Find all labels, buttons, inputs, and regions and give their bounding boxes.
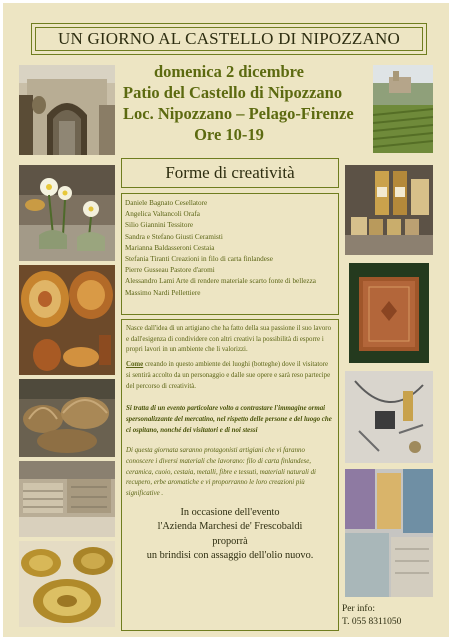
event-purpose-paragraph: Si tratta di un evento particolare volto a contrastare l'immagine ormai spersonalizzante del mercatino, nel rispetto delle persone e del luogo che ci ospitano, nonché dei visitatori e di noi stessi — [126, 405, 332, 434]
event-location: Loc. Nipozzano – Pelago-Firenze — [123, 104, 354, 123]
artisan-item: Daniele Bagnato Cesellatore — [125, 199, 208, 207]
flyer-page — [3, 3, 449, 637]
how-lead: Come — [126, 361, 144, 369]
section-title-box — [121, 158, 339, 188]
intro-paragraph: Nasce dall'idea di un artigiano che ha fatto della sua passione il suo lavoro e dall'esigenza di condividere con altri creativi la possibilità di esporre i propri lavori in un ambiente che li valorizzi. — [126, 325, 332, 354]
ceramics-photo — [19, 265, 115, 375]
event-venue: Patio del Castello di Nipozzano — [123, 83, 343, 102]
info-phone: T. 055 8311050 — [342, 617, 402, 627]
jewelry-photo — [345, 371, 433, 463]
leather-box-photo — [349, 263, 429, 363]
section-title: Forme di creatività — [165, 163, 295, 182]
closing-line: l'Azienda Marchesi de' Frescobaldi — [157, 521, 303, 533]
artisan-item: Stefania Tiranti Creazioni in filo di carta finlandese — [125, 255, 273, 264]
how-paragraph — [126, 360, 334, 392]
artisan-item: Pierre Gusseau Pastore d'aromi — [125, 266, 215, 275]
baskets-photo — [19, 379, 115, 457]
materials-paragraph: Di questa giornata saranno protagonisti artigiani che vi faranno conoscere i diversi materiali che lavorano: filo di carta finlandese, ceramica, cuoio, cestaia, metalli, fibre e tessuti, materiali naturali di recupero, erbe aromatiche e vi proporranno le loro creazioni più significative . — [126, 447, 316, 498]
description-box — [121, 319, 339, 631]
how-text: creando in questo ambiente dei luoghi (botteghe) dove il visitatore si sentirà accolto da un personaggio e dalle sue opere e sarà reso partecipe del percorso di creatività. — [126, 361, 331, 390]
flowers-photo — [19, 165, 115, 261]
title-banner — [31, 23, 427, 55]
artisans-list — [121, 193, 339, 315]
jars-photo — [345, 165, 433, 255]
weaving-photo — [19, 461, 115, 537]
info-label: Per info: — [342, 604, 375, 614]
castle-landscape-photo — [373, 65, 433, 153]
closing-block — [126, 506, 334, 564]
artisan-item: Silio Giannini Tessitore — [125, 221, 194, 230]
fabric-photo — [345, 469, 433, 597]
closing-line: proporrà — [212, 535, 248, 547]
brass-plates-photo — [19, 541, 115, 627]
closing-line: un brindisi con assaggio dell'olio nuovo. — [146, 550, 314, 562]
artisan-item: Marianna Baldasseroni Cestaia — [125, 243, 215, 252]
artisan-item: Massimo Nardi Pellettiere — [125, 288, 201, 297]
event-header — [123, 61, 354, 145]
banner-title: UN GIORNO AL CASTELLO DI NIPOZZANO — [58, 29, 400, 48]
artisan-item: Alessandro Lami Arte di rendere materiale scarto fonte di bellezza — [125, 277, 316, 286]
castle-gate-photo — [19, 65, 115, 155]
contact-info — [342, 603, 416, 629]
event-date: domenica 2 dicembre — [153, 62, 304, 81]
closing-line: In occasione dell'evento — [180, 506, 280, 518]
artisan-item: Angelica Valtancoli Orafa — [125, 210, 200, 219]
event-hours: Ore 10-19 — [194, 125, 264, 144]
artisan-item: Sandra e Stefano Giusti Ceramisti — [125, 232, 223, 241]
